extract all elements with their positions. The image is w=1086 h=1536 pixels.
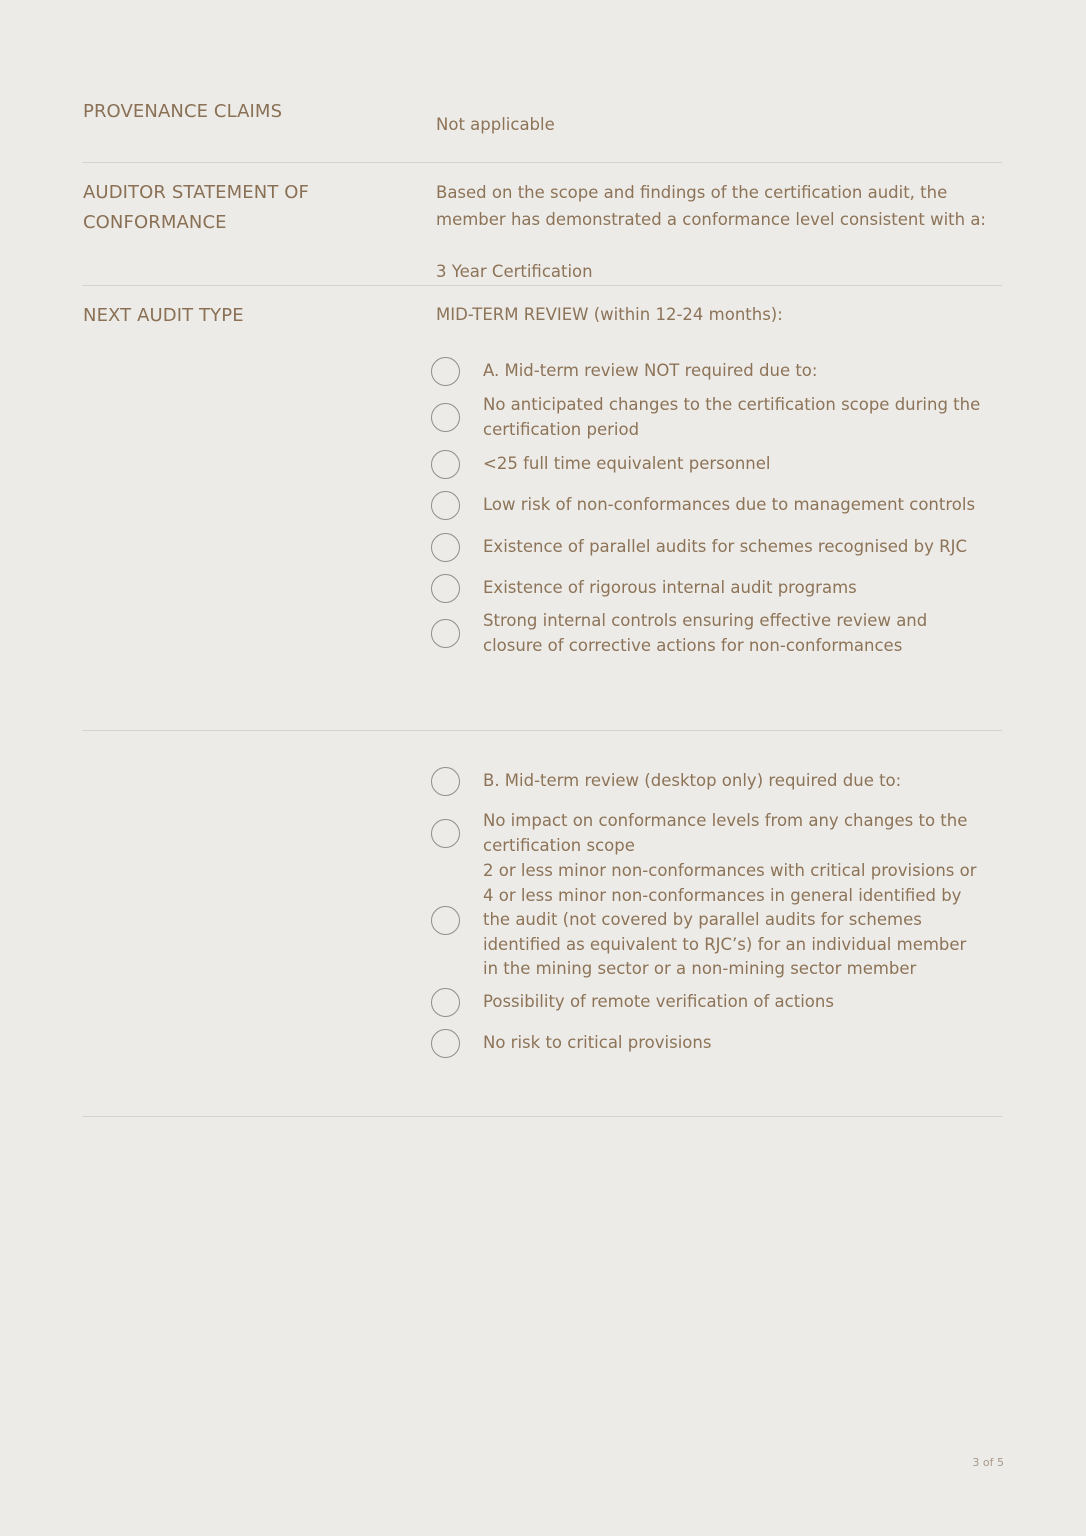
option-text: [483, 493, 975, 518]
mid-term-review-heading: MID-TERM REVIEW (within 12-24 months):: [436, 305, 783, 324]
option-text: [483, 990, 834, 1015]
option-a-item: [431, 609, 991, 658]
option-text-line: Strong internal controls ensuring effective review and: [483, 611, 928, 630]
auditor-statement-label-line: CONFORMANCE: [83, 212, 227, 233]
section-divider: [82, 1116, 1002, 1117]
section-divider: [82, 285, 1002, 286]
auditor-statement-text: [436, 179, 986, 233]
option-text-line: closure of corrective actions for non-conformances: [483, 635, 903, 655]
option-text: [483, 859, 977, 982]
option-text-line: No risk to critical provisions: [483, 1033, 712, 1053]
option-text: [483, 609, 927, 658]
option-b-item: [431, 1029, 991, 1058]
option-text: [483, 809, 967, 858]
option-text-line: identified as equivalent to RJC’s) for an individual member: [483, 934, 967, 954]
radio-button[interactable]: [431, 403, 460, 432]
radio-button[interactable]: [431, 357, 460, 386]
option-text-line: Existence of rigorous internal audit programs: [483, 578, 857, 598]
section-divider: [82, 730, 1002, 731]
radio-button[interactable]: [431, 1029, 460, 1058]
option-text: [483, 769, 901, 794]
auditor-statement-text-line: Based on the scope and findings of the certification audit, the: [436, 183, 948, 202]
radio-button[interactable]: [431, 906, 460, 935]
option-text-line: certification scope: [483, 835, 635, 855]
provenance-claims-label: PROVENANCE CLAIMS: [83, 101, 283, 122]
option-text-line: No impact on conformance levels from any changes to the: [483, 811, 968, 830]
auditor-statement-text-line: member has demonstrated a conformance level consistent with a:: [436, 210, 986, 229]
option-a-item: [431, 393, 991, 442]
radio-button[interactable]: [431, 819, 460, 848]
option-b-item: [431, 859, 991, 982]
certification-result: 3 Year Certification: [436, 262, 593, 281]
option-text-line: <25 full time equivalent personnel: [483, 454, 771, 474]
option-text-line: B. Mid-term review (desktop only) required due to:: [483, 771, 902, 791]
option-a-item: [431, 533, 991, 562]
radio-button[interactable]: [431, 767, 460, 796]
radio-button[interactable]: [431, 619, 460, 648]
provenance-claims-value: Not applicable: [436, 115, 555, 134]
option-text: [483, 393, 980, 442]
option-text-line: 2 or less minor non-conformances with critical provisions or: [483, 861, 977, 880]
option-text-line: 4 or less minor non-conformances in general identified by: [483, 885, 962, 905]
radio-button[interactable]: [431, 574, 460, 603]
option-b-item: [431, 767, 991, 796]
option-a-item: [431, 574, 991, 603]
option-b-item: [431, 988, 991, 1017]
option-text: [483, 359, 817, 384]
radio-button[interactable]: [431, 450, 460, 479]
option-text-line: the audit (not covered by parallel audits for schemes: [483, 910, 922, 929]
section-divider: [82, 162, 1002, 163]
option-text: [483, 1031, 711, 1056]
option-text: [483, 452, 770, 477]
option-text-line: in the mining sector or a non-mining sector member: [483, 959, 917, 978]
radio-button[interactable]: [431, 988, 460, 1017]
radio-button[interactable]: [431, 533, 460, 562]
option-text-line: certification period: [483, 419, 640, 439]
option-a-item: [431, 450, 991, 479]
radio-button[interactable]: [431, 491, 460, 520]
option-a-item: [431, 357, 991, 386]
option-text-line: Low risk of non-conformances due to management controls: [483, 495, 976, 515]
option-text: [483, 576, 857, 601]
option-b-item: [431, 809, 991, 858]
auditor-statement-label: [83, 178, 309, 238]
auditor-statement-label-line: AUDITOR STATEMENT OF: [83, 182, 309, 203]
option-text-line: Existence of parallel audits for schemes recognised by RJC: [483, 537, 967, 557]
option-text: [483, 535, 967, 560]
page-number: 3 of 5: [972, 1456, 1004, 1469]
next-audit-type-label: NEXT AUDIT TYPE: [83, 305, 244, 326]
option-text-line: Possibility of remote verification of actions: [483, 992, 834, 1012]
option-text-line: No anticipated changes to the certification scope during the: [483, 395, 981, 414]
option-a-item: [431, 491, 991, 520]
option-text-line: A. Mid-term review NOT required due to:: [483, 361, 818, 381]
